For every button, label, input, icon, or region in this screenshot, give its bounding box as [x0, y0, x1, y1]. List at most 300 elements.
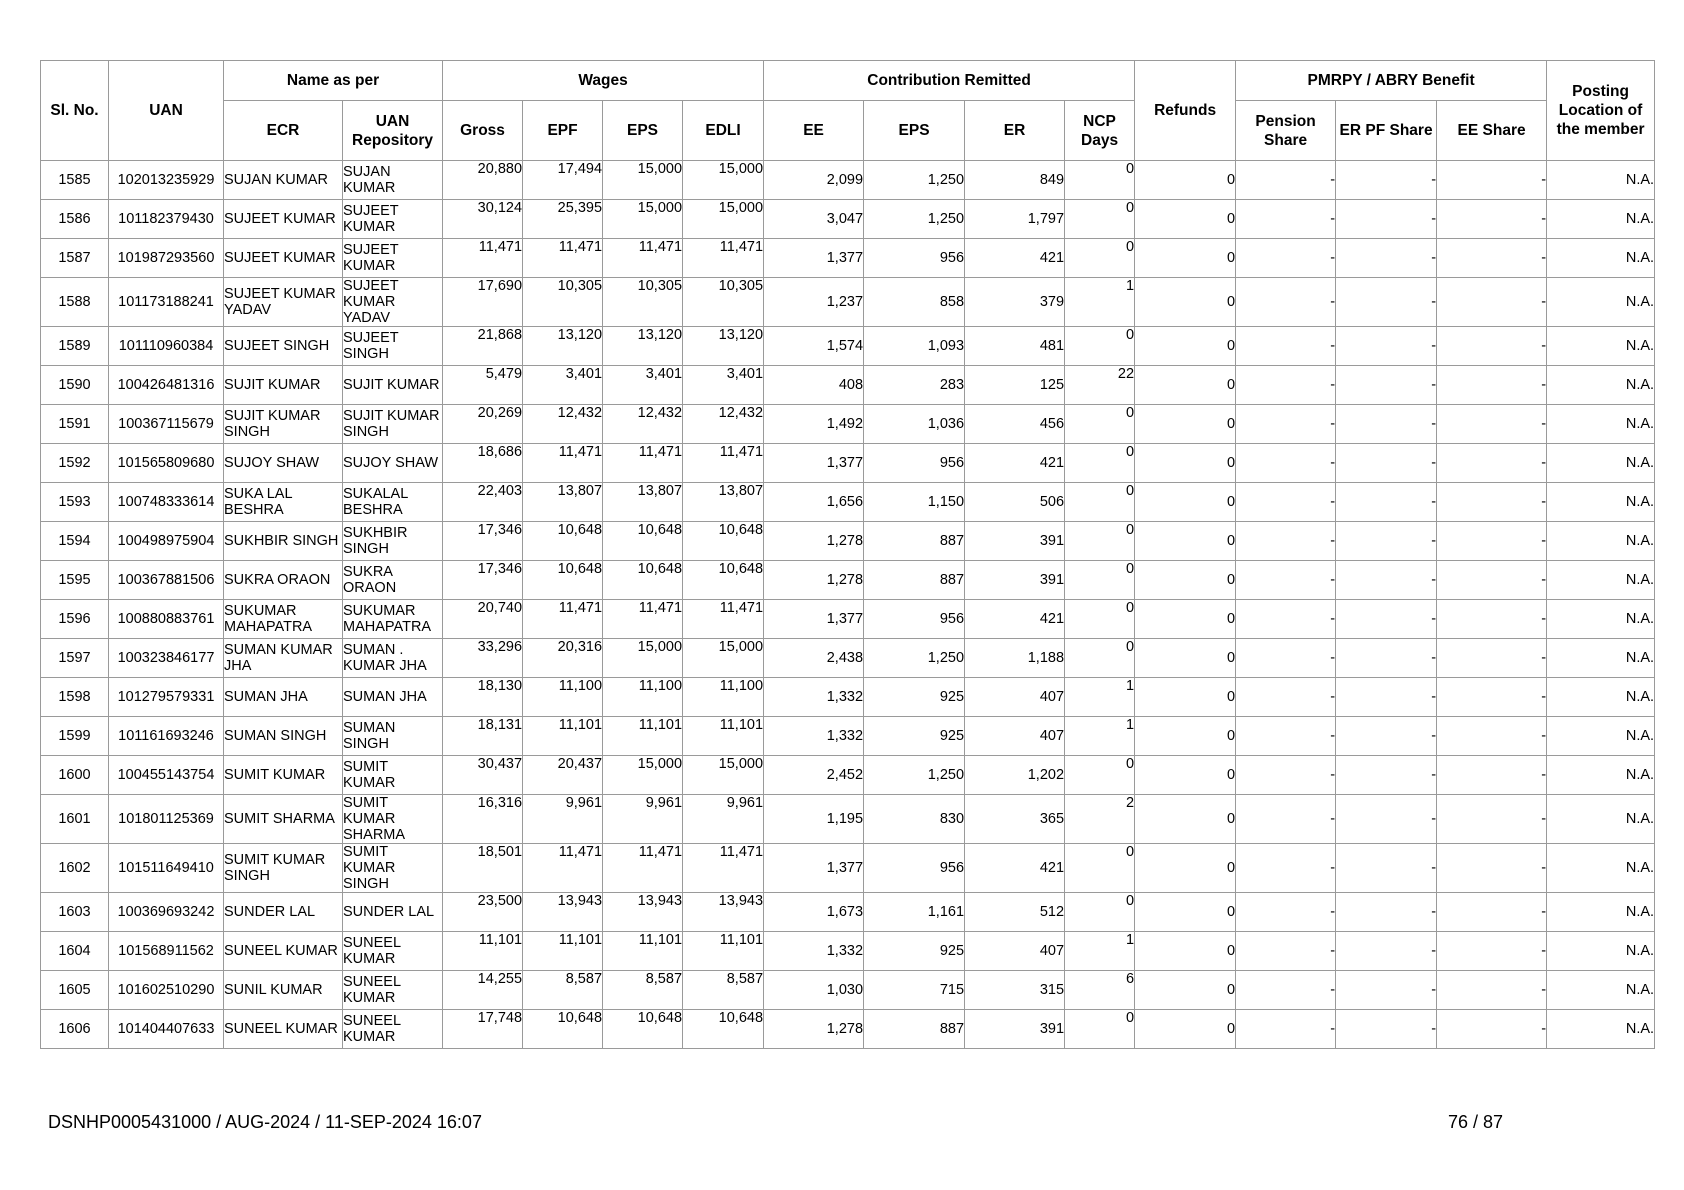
cell-pension-share: - [1236, 971, 1336, 1010]
cell-er-pf-share: - [1336, 932, 1437, 971]
cell-pension-share: - [1236, 678, 1336, 717]
cell-pension-share: - [1236, 483, 1336, 522]
cell-eps: 13,807 [603, 483, 683, 522]
cell-contribution-eps: 1,250 [864, 161, 965, 200]
cell-gross: 18,501 [443, 844, 523, 893]
cell-epf: 12,432 [523, 405, 603, 444]
cell-eps: 11,471 [603, 444, 683, 483]
cell-er-pf-share: - [1336, 161, 1437, 200]
cell-ee-share: - [1437, 522, 1547, 561]
cell-epf: 11,471 [523, 600, 603, 639]
cell-ee: 1,332 [764, 932, 864, 971]
cell-eps: 15,000 [603, 161, 683, 200]
cell-sl-no: 1602 [41, 844, 109, 893]
cell-name-uan-repository: SUJEET SINGH [343, 327, 443, 366]
cell-gross: 33,296 [443, 639, 523, 678]
cell-epf: 13,120 [523, 327, 603, 366]
cell-pension-share: - [1236, 522, 1336, 561]
cell-er: 1,188 [965, 639, 1065, 678]
cell-eps: 11,101 [603, 932, 683, 971]
cell-edli: 12,432 [683, 405, 764, 444]
cell-posting-location: N.A. [1547, 795, 1655, 844]
cell-name-ecr: SUJOY SHAW [224, 444, 343, 483]
cell-name-uan-repository: SUMIT KUMAR SHARMA [343, 795, 443, 844]
cell-pension-share: - [1236, 932, 1336, 971]
cell-edli: 8,587 [683, 971, 764, 1010]
cell-posting-location: N.A. [1547, 893, 1655, 932]
table-row [41, 161, 1655, 200]
cell-sl-no: 1599 [41, 717, 109, 756]
cell-ee: 2,438 [764, 639, 864, 678]
cell-er-pf-share: - [1336, 483, 1437, 522]
cell-ee: 1,278 [764, 1010, 864, 1049]
cell-gross: 17,346 [443, 561, 523, 600]
cell-pension-share: - [1236, 717, 1336, 756]
table-row [41, 893, 1655, 932]
cell-refunds: 0 [1135, 893, 1236, 932]
cell-name-uan-repository: SUMAN . KUMAR JHA [343, 639, 443, 678]
cell-epf: 10,648 [523, 561, 603, 600]
cell-uan: 101173188241 [109, 278, 224, 327]
cell-name-ecr: SUKRA ORAON [224, 561, 343, 600]
cell-gross: 18,686 [443, 444, 523, 483]
table-row [41, 971, 1655, 1010]
cell-sl-no: 1585 [41, 161, 109, 200]
cell-ncp-days: 0 [1065, 200, 1135, 239]
cell-name-uan-repository: SUJEET KUMAR [343, 200, 443, 239]
table-row [41, 483, 1655, 522]
cell-er-pf-share: - [1336, 405, 1437, 444]
cell-eps: 13,120 [603, 327, 683, 366]
cell-contribution-eps: 887 [864, 561, 965, 600]
cell-gross: 30,124 [443, 200, 523, 239]
cell-er-pf-share: - [1336, 678, 1437, 717]
table-row [41, 561, 1655, 600]
cell-sl-no: 1600 [41, 756, 109, 795]
cell-refunds: 0 [1135, 200, 1236, 239]
cell-edli: 10,648 [683, 561, 764, 600]
cell-name-ecr: SUJIT KUMAR SINGH [224, 405, 343, 444]
cell-pension-share: - [1236, 639, 1336, 678]
cell-ee: 1,492 [764, 405, 864, 444]
cell-contribution-eps: 925 [864, 678, 965, 717]
cell-refunds: 0 [1135, 444, 1236, 483]
cell-gross: 11,471 [443, 239, 523, 278]
cell-edli: 11,471 [683, 600, 764, 639]
cell-ncp-days: 0 [1065, 844, 1135, 893]
cell-er: 1,797 [965, 200, 1065, 239]
cell-gross: 17,346 [443, 522, 523, 561]
cell-posting-location: N.A. [1547, 1010, 1655, 1049]
header-pmrpy-abry-benefit: PMRPY / ABRY Benefit [1236, 61, 1547, 101]
header-ecr: ECR [224, 101, 343, 161]
cell-edli: 10,305 [683, 278, 764, 327]
cell-name-ecr: SUJEET KUMAR [224, 200, 343, 239]
cell-uan: 101110960384 [109, 327, 224, 366]
cell-edli: 11,471 [683, 239, 764, 278]
cell-ee-share: - [1437, 239, 1547, 278]
cell-uan: 100369693242 [109, 893, 224, 932]
header-er-pf-share: ER PF Share [1336, 101, 1437, 161]
cell-name-ecr: SUMAN SINGH [224, 717, 343, 756]
cell-contribution-eps: 1,161 [864, 893, 965, 932]
header-epf: EPF [523, 101, 603, 161]
cell-er-pf-share: - [1336, 717, 1437, 756]
table-row [41, 327, 1655, 366]
cell-ncp-days: 1 [1065, 717, 1135, 756]
cell-ee: 2,099 [764, 161, 864, 200]
cell-sl-no: 1601 [41, 795, 109, 844]
cell-edli: 9,961 [683, 795, 764, 844]
cell-eps: 8,587 [603, 971, 683, 1010]
cell-eps: 11,471 [603, 600, 683, 639]
cell-uan: 100367881506 [109, 561, 224, 600]
cell-uan: 101602510290 [109, 971, 224, 1010]
header-er: ER [965, 101, 1065, 161]
cell-eps: 11,101 [603, 717, 683, 756]
cell-eps: 11,100 [603, 678, 683, 717]
cell-epf: 10,648 [523, 522, 603, 561]
cell-name-uan-repository: SUNDER LAL [343, 893, 443, 932]
cell-name-ecr: SUNIL KUMAR [224, 971, 343, 1010]
cell-gross: 23,500 [443, 893, 523, 932]
cell-contribution-eps: 956 [864, 844, 965, 893]
cell-ee-share: - [1437, 561, 1547, 600]
cell-contribution-eps: 1,093 [864, 327, 965, 366]
cell-uan: 100323846177 [109, 639, 224, 678]
cell-er: 365 [965, 795, 1065, 844]
cell-sl-no: 1595 [41, 561, 109, 600]
cell-er-pf-share: - [1336, 200, 1437, 239]
cell-refunds: 0 [1135, 161, 1236, 200]
cell-uan: 102013235929 [109, 161, 224, 200]
cell-sl-no: 1603 [41, 893, 109, 932]
cell-refunds: 0 [1135, 756, 1236, 795]
cell-contribution-eps: 830 [864, 795, 965, 844]
cell-name-uan-repository: SUNEEL KUMAR [343, 1010, 443, 1049]
cell-eps: 11,471 [603, 844, 683, 893]
cell-pension-share: - [1236, 795, 1336, 844]
cell-edli: 15,000 [683, 200, 764, 239]
cell-sl-no: 1594 [41, 522, 109, 561]
cell-ncp-days: 2 [1065, 795, 1135, 844]
cell-name-ecr: SUNDER LAL [224, 893, 343, 932]
cell-ncp-days: 0 [1065, 561, 1135, 600]
cell-name-uan-repository: SUMAN JHA [343, 678, 443, 717]
cell-ncp-days: 0 [1065, 1010, 1135, 1049]
cell-refunds: 0 [1135, 678, 1236, 717]
cell-sl-no: 1588 [41, 278, 109, 327]
cell-er: 421 [965, 239, 1065, 278]
cell-pension-share: - [1236, 200, 1336, 239]
cell-ee-share: - [1437, 200, 1547, 239]
cell-edli: 11,101 [683, 932, 764, 971]
cell-epf: 11,100 [523, 678, 603, 717]
cell-ee: 1,195 [764, 795, 864, 844]
cell-refunds: 0 [1135, 561, 1236, 600]
cell-ee: 1,377 [764, 444, 864, 483]
cell-sl-no: 1592 [41, 444, 109, 483]
cell-posting-location: N.A. [1547, 278, 1655, 327]
cell-name-ecr: SUMAN KUMAR JHA [224, 639, 343, 678]
cell-gross: 17,748 [443, 1010, 523, 1049]
header-posting-location: Posting Location of the member [1547, 61, 1655, 161]
cell-refunds: 0 [1135, 717, 1236, 756]
cell-gross: 30,437 [443, 756, 523, 795]
cell-pension-share: - [1236, 893, 1336, 932]
cell-pension-share: - [1236, 327, 1336, 366]
cell-refunds: 0 [1135, 239, 1236, 278]
cell-ee: 1,377 [764, 844, 864, 893]
cell-contribution-eps: 1,250 [864, 756, 965, 795]
cell-contribution-eps: 1,036 [864, 405, 965, 444]
cell-edli: 11,101 [683, 717, 764, 756]
cell-sl-no: 1587 [41, 239, 109, 278]
cell-pension-share: - [1236, 844, 1336, 893]
cell-ee-share: - [1437, 405, 1547, 444]
cell-name-uan-repository: SUKHBIR SINGH [343, 522, 443, 561]
cell-posting-location: N.A. [1547, 600, 1655, 639]
cell-posting-location: N.A. [1547, 756, 1655, 795]
cell-uan: 101161693246 [109, 717, 224, 756]
cell-contribution-eps: 858 [864, 278, 965, 327]
cell-er: 506 [965, 483, 1065, 522]
cell-epf: 11,101 [523, 932, 603, 971]
header-sl-no: Sl. No. [41, 61, 109, 161]
cell-gross: 20,269 [443, 405, 523, 444]
cell-er-pf-share: - [1336, 561, 1437, 600]
cell-uan: 100455143754 [109, 756, 224, 795]
cell-pension-share: - [1236, 366, 1336, 405]
cell-edli: 11,100 [683, 678, 764, 717]
cell-contribution-eps: 1,250 [864, 639, 965, 678]
cell-epf: 3,401 [523, 366, 603, 405]
cell-gross: 18,130 [443, 678, 523, 717]
cell-er-pf-share: - [1336, 600, 1437, 639]
cell-edli: 13,120 [683, 327, 764, 366]
cell-ee: 1,377 [764, 600, 864, 639]
cell-posting-location: N.A. [1547, 161, 1655, 200]
cell-ee-share: - [1437, 161, 1547, 200]
cell-er: 421 [965, 444, 1065, 483]
cell-ncp-days: 0 [1065, 327, 1135, 366]
cell-name-uan-repository: SUJOY SHAW [343, 444, 443, 483]
cell-sl-no: 1606 [41, 1010, 109, 1049]
cell-sl-no: 1586 [41, 200, 109, 239]
cell-posting-location: N.A. [1547, 522, 1655, 561]
cell-sl-no: 1605 [41, 971, 109, 1010]
cell-eps: 12,432 [603, 405, 683, 444]
cell-ee-share: - [1437, 678, 1547, 717]
header-eps: EPS [603, 101, 683, 161]
header-pension-share: Pension Share [1236, 101, 1336, 161]
cell-contribution-eps: 925 [864, 717, 965, 756]
cell-epf: 13,943 [523, 893, 603, 932]
cell-pension-share: - [1236, 600, 1336, 639]
cell-ee-share: - [1437, 366, 1547, 405]
cell-epf: 17,494 [523, 161, 603, 200]
table-row [41, 600, 1655, 639]
cell-name-ecr: SUKA LAL BESHRA [224, 483, 343, 522]
cell-ee-share: - [1437, 483, 1547, 522]
cell-pension-share: - [1236, 1010, 1336, 1049]
cell-gross: 20,880 [443, 161, 523, 200]
header-edli: EDLI [683, 101, 764, 161]
cell-er-pf-share: - [1336, 639, 1437, 678]
cell-sl-no: 1593 [41, 483, 109, 522]
table-row [41, 639, 1655, 678]
cell-pension-share: - [1236, 444, 1336, 483]
cell-name-uan-repository: SUJEET KUMAR YADAV [343, 278, 443, 327]
cell-er-pf-share: - [1336, 795, 1437, 844]
cell-ee-share: - [1437, 893, 1547, 932]
cell-name-uan-repository: SUJAN KUMAR [343, 161, 443, 200]
cell-ncp-days: 0 [1065, 239, 1135, 278]
cell-edli: 10,648 [683, 522, 764, 561]
cell-uan: 101279579331 [109, 678, 224, 717]
cell-er: 407 [965, 678, 1065, 717]
cell-ncp-days: 0 [1065, 405, 1135, 444]
cell-uan: 101182379430 [109, 200, 224, 239]
cell-ee: 408 [764, 366, 864, 405]
cell-ee: 3,047 [764, 200, 864, 239]
cell-er-pf-share: - [1336, 366, 1437, 405]
cell-pension-share: - [1236, 756, 1336, 795]
cell-posting-location: N.A. [1547, 444, 1655, 483]
cell-sl-no: 1590 [41, 366, 109, 405]
cell-posting-location: N.A. [1547, 366, 1655, 405]
header-ncp-days: NCP Days [1065, 101, 1135, 161]
table-row [41, 932, 1655, 971]
cell-er-pf-share: - [1336, 522, 1437, 561]
cell-name-ecr: SUJAN KUMAR [224, 161, 343, 200]
cell-name-uan-repository: SUMIT KUMAR SINGH [343, 844, 443, 893]
cell-eps: 13,943 [603, 893, 683, 932]
cell-name-uan-repository: SUJIT KUMAR [343, 366, 443, 405]
cell-ee-share: - [1437, 717, 1547, 756]
header-contribution-remitted: Contribution Remitted [764, 61, 1135, 101]
cell-er: 391 [965, 522, 1065, 561]
cell-contribution-eps: 715 [864, 971, 965, 1010]
cell-ncp-days: 1 [1065, 278, 1135, 327]
cell-edli: 3,401 [683, 366, 764, 405]
cell-name-ecr: SUNEEL KUMAR [224, 1010, 343, 1049]
cell-refunds: 0 [1135, 278, 1236, 327]
cell-ee: 1,656 [764, 483, 864, 522]
cell-sl-no: 1604 [41, 932, 109, 971]
cell-name-uan-repository: SUNEEL KUMAR [343, 932, 443, 971]
cell-ee: 1,030 [764, 971, 864, 1010]
cell-edli: 13,807 [683, 483, 764, 522]
cell-er: 391 [965, 561, 1065, 600]
header-refunds: Refunds [1135, 61, 1236, 161]
table-header [41, 61, 1655, 161]
header-ee-share: EE Share [1437, 101, 1547, 161]
cell-name-ecr: SUKUMAR MAHAPATRA [224, 600, 343, 639]
cell-sl-no: 1597 [41, 639, 109, 678]
cell-contribution-eps: 1,150 [864, 483, 965, 522]
cell-gross: 17,690 [443, 278, 523, 327]
cell-uan: 100367115679 [109, 405, 224, 444]
cell-name-ecr: SUKHBIR SINGH [224, 522, 343, 561]
cell-posting-location: N.A. [1547, 971, 1655, 1010]
cell-eps: 15,000 [603, 200, 683, 239]
cell-ncp-days: 6 [1065, 971, 1135, 1010]
cell-er-pf-share: - [1336, 971, 1437, 1010]
cell-ee-share: - [1437, 756, 1547, 795]
cell-name-ecr: SUMIT KUMAR [224, 756, 343, 795]
cell-ee-share: - [1437, 844, 1547, 893]
cell-ee-share: - [1437, 795, 1547, 844]
cell-uan: 101568911562 [109, 932, 224, 971]
cell-ee: 1,278 [764, 561, 864, 600]
cell-gross: 14,255 [443, 971, 523, 1010]
cell-epf: 8,587 [523, 971, 603, 1010]
cell-ncp-days: 0 [1065, 522, 1135, 561]
cell-ncp-days: 0 [1065, 756, 1135, 795]
cell-contribution-eps: 956 [864, 600, 965, 639]
cell-posting-location: N.A. [1547, 561, 1655, 600]
cell-ee: 1,237 [764, 278, 864, 327]
cell-posting-location: N.A. [1547, 239, 1655, 278]
cell-er-pf-share: - [1336, 239, 1437, 278]
cell-epf: 20,316 [523, 639, 603, 678]
cell-edli: 11,471 [683, 844, 764, 893]
cell-ncp-days: 0 [1065, 600, 1135, 639]
cell-refunds: 0 [1135, 932, 1236, 971]
cell-ncp-days: 0 [1065, 444, 1135, 483]
cell-er: 391 [965, 1010, 1065, 1049]
cell-gross: 21,868 [443, 327, 523, 366]
cell-ncp-days: 0 [1065, 639, 1135, 678]
cell-eps: 10,648 [603, 1010, 683, 1049]
cell-ee-share: - [1437, 639, 1547, 678]
cell-refunds: 0 [1135, 483, 1236, 522]
cell-refunds: 0 [1135, 844, 1236, 893]
cell-name-ecr: SUNEEL KUMAR [224, 932, 343, 971]
cell-refunds: 0 [1135, 366, 1236, 405]
cell-uan: 100748333614 [109, 483, 224, 522]
cell-pension-share: - [1236, 161, 1336, 200]
cell-pension-share: - [1236, 278, 1336, 327]
cell-edli: 10,648 [683, 1010, 764, 1049]
cell-posting-location: N.A. [1547, 483, 1655, 522]
table-row [41, 678, 1655, 717]
cell-ncp-days: 1 [1065, 678, 1135, 717]
cell-posting-location: N.A. [1547, 639, 1655, 678]
cell-epf: 10,305 [523, 278, 603, 327]
cell-epf: 11,471 [523, 444, 603, 483]
table-row [41, 278, 1655, 327]
cell-refunds: 0 [1135, 639, 1236, 678]
cell-uan: 101565809680 [109, 444, 224, 483]
cell-epf: 11,471 [523, 844, 603, 893]
header-ee: EE [764, 101, 864, 161]
cell-eps: 15,000 [603, 756, 683, 795]
cell-ncp-days: 0 [1065, 483, 1135, 522]
cell-edli: 15,000 [683, 639, 764, 678]
cell-posting-location: N.A. [1547, 405, 1655, 444]
cell-er: 512 [965, 893, 1065, 932]
cell-name-ecr: SUJEET KUMAR YADAV [224, 278, 343, 327]
cell-refunds: 0 [1135, 795, 1236, 844]
cell-refunds: 0 [1135, 971, 1236, 1010]
header-wages: Wages [443, 61, 764, 101]
cell-er: 421 [965, 600, 1065, 639]
cell-uan: 100880883761 [109, 600, 224, 639]
cell-eps: 10,305 [603, 278, 683, 327]
cell-name-uan-repository: SUMAN SINGH [343, 717, 443, 756]
